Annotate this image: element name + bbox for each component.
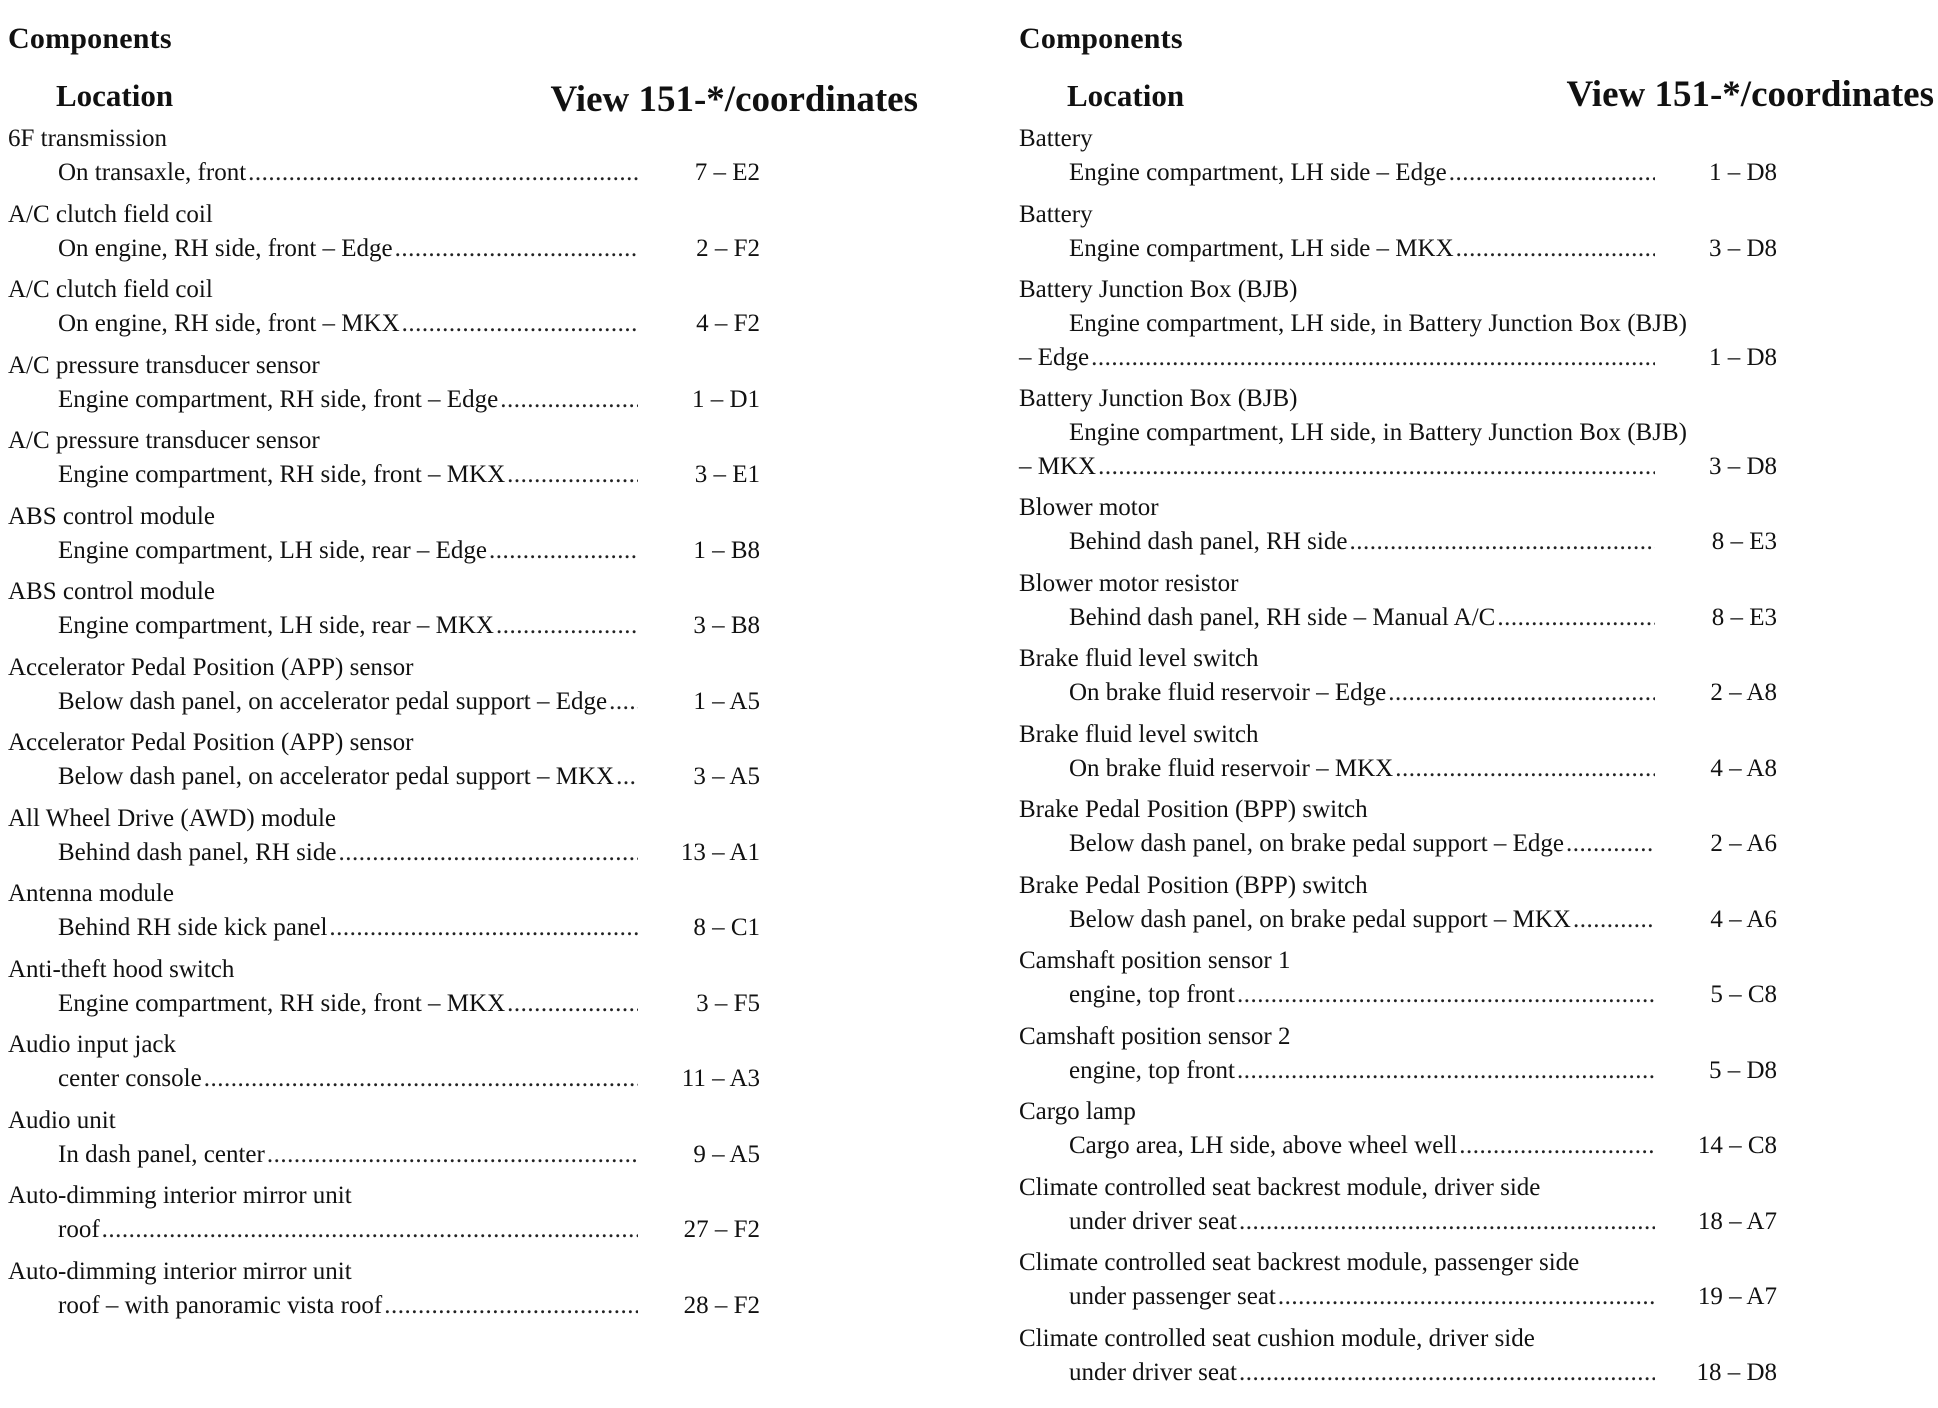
component-location-line [1019, 677, 1777, 709]
component-entry [1019, 1021, 1934, 1097]
component-location: Behind RH side kick panel [58, 914, 328, 941]
dot-leader [1566, 828, 1655, 860]
component-entry [1019, 945, 1934, 1021]
dot-leader [496, 610, 638, 642]
component-coordinate: 18 – A7 [1697, 1207, 1777, 1235]
component-location: Engine compartment, LH side – MKX [1069, 234, 1454, 262]
component-location-line [1019, 526, 1777, 558]
component-location-line [1019, 1357, 1777, 1389]
component-entry [1019, 1096, 1934, 1172]
right-view-header: View 151-*/coordinates [1566, 74, 1934, 115]
component-coordinate: 3 – B8 [693, 612, 760, 639]
dot-leader [1573, 904, 1655, 936]
component-location-line [1019, 451, 1777, 483]
component-location: Engine compartment, LH side – Edge [1069, 159, 1447, 186]
component-name: A/C clutch field coil [8, 276, 213, 303]
dot-leader [1497, 602, 1655, 634]
component-name: Battery [1019, 125, 1093, 152]
component-entry [1019, 274, 1934, 383]
component-entry [8, 1180, 918, 1256]
dot-leader [1278, 1281, 1655, 1313]
component-location-line [8, 761, 760, 793]
component-location: Engine compartment, LH side, rear – Edge [58, 536, 488, 564]
dot-leader [1098, 451, 1655, 483]
component-coordinate: 4 – F2 [696, 310, 760, 337]
component-location: Behind dash panel, RH side [1069, 528, 1348, 555]
component-entry [8, 425, 918, 501]
component-entry [8, 1105, 918, 1181]
component-name: Audio input jack [8, 1031, 177, 1058]
component-location-line [8, 233, 760, 265]
component-coordinate: 3 – A5 [693, 763, 760, 790]
component-location: Engine compartment, RH side, front – MKX [58, 989, 506, 1017]
component-entry [1019, 719, 1934, 795]
component-coordinate: 2 – A8 [1710, 679, 1777, 706]
right-entries [1019, 123, 1934, 1398]
dot-leader [329, 912, 638, 944]
component-entry [8, 878, 918, 954]
component-location: Engine compartment, LH side, rear – MKX [58, 612, 494, 639]
component-coordinate: 4 – A8 [1710, 754, 1777, 782]
component-coordinate: 27 – F2 [683, 1216, 760, 1243]
dot-leader [1237, 1055, 1655, 1087]
component-coordinate: 8 – E3 [1711, 528, 1777, 555]
component-location: roof [58, 1216, 100, 1243]
component-location-line [8, 1063, 760, 1095]
component-coordinate: 13 – A1 [680, 838, 760, 866]
component-name: A/C pressure transducer sensor [8, 351, 320, 379]
component-entry [1019, 643, 1934, 719]
dot-leader [507, 459, 638, 491]
component-location-line [1019, 157, 1777, 189]
component-location-line [1019, 342, 1777, 374]
component-coordinate: 8 – E3 [1711, 603, 1777, 631]
component-name: Brake Pedal Position (BPP) switch [1019, 796, 1368, 823]
component-location-line [8, 1214, 760, 1246]
dot-leader [1395, 753, 1655, 785]
component-entry [1019, 199, 1934, 275]
component-entry [1019, 794, 1934, 870]
component-name: Antenna module [8, 880, 174, 907]
component-entry [8, 803, 918, 879]
component-location-line [8, 535, 760, 567]
component-location: center console [58, 1065, 202, 1092]
dot-leader [384, 1290, 638, 1322]
dot-leader [500, 384, 638, 416]
component-entry [8, 1029, 918, 1105]
right-heading: Components [1019, 22, 1183, 55]
component-location-line [1019, 602, 1777, 634]
component-location-line [1019, 979, 1777, 1011]
component-location: Engine compartment, RH side, front – Edge [58, 385, 499, 413]
component-coordinate: 1 – D8 [1708, 344, 1777, 371]
component-coordinate: 3 – D8 [1708, 453, 1777, 480]
component-coordinate: 1 – D1 [691, 385, 760, 413]
component-entry [1019, 492, 1934, 568]
dot-leader [1239, 1357, 1655, 1389]
component-name: Climate controlled seat cushion module, driver side [1019, 1324, 1535, 1352]
component-name: A/C pressure transducer sensor [8, 427, 320, 454]
component-location: On transaxle, front [58, 159, 247, 186]
component-location-line [8, 384, 760, 416]
component-location-line [1019, 828, 1777, 860]
component-name: Accelerator Pedal Position (APP) sensor [8, 653, 414, 681]
component-entry [8, 727, 918, 803]
component-name: Anti-theft hood switch [8, 955, 235, 983]
component-location-line [1019, 904, 1777, 936]
component-location-line [1019, 1281, 1777, 1313]
component-entry [8, 199, 918, 275]
component-name: Battery [1019, 200, 1093, 228]
component-name: Brake Pedal Position (BPP) switch [1019, 871, 1368, 899]
component-location-line [8, 610, 760, 642]
component-coordinate: 28 – F2 [683, 1291, 760, 1319]
dot-leader [1388, 677, 1655, 709]
component-location: roof – with panoramic vista roof [58, 1291, 383, 1319]
component-location: under driver seat [1069, 1358, 1237, 1386]
dot-leader [338, 837, 638, 869]
component-location-line [1019, 1055, 1777, 1087]
component-location: Below dash panel, on brake pedal support – Edge [1069, 830, 1565, 857]
component-entry [8, 576, 918, 652]
right-location-header: Location [1067, 78, 1185, 113]
dot-leader [204, 1063, 638, 1095]
dot-leader [489, 535, 638, 567]
component-location: Behind dash panel, RH side [58, 838, 337, 866]
component-name: Climate controlled seat backrest module, driver side [1019, 1173, 1541, 1201]
component-location-line [1019, 1206, 1777, 1238]
component-location: On engine, RH side, front – Edge [58, 234, 393, 262]
component-name: Camshaft position sensor 2 [1019, 1022, 1291, 1050]
component-entry [1019, 123, 1934, 199]
component-location-line [8, 157, 760, 189]
component-name: Brake fluid level switch [1019, 720, 1259, 748]
dot-leader [102, 1214, 638, 1246]
component-entry [1019, 870, 1934, 946]
component-location-line [8, 686, 760, 718]
dot-leader [267, 1139, 638, 1171]
component-coordinate: 1 – D8 [1708, 159, 1777, 186]
dot-leader [1239, 1206, 1655, 1238]
component-name: Audio unit [8, 1106, 116, 1134]
component-location-line [8, 912, 760, 944]
left-heading: Components [8, 22, 172, 55]
component-coordinate: 7 – E2 [694, 159, 760, 186]
component-location-tail: – Edge [1019, 344, 1090, 371]
component-entry [8, 954, 918, 1030]
dot-leader [1449, 157, 1655, 189]
dot-leader [1091, 342, 1655, 374]
component-coordinate: 3 – D8 [1708, 234, 1777, 262]
component-coordinate: 19 – A7 [1697, 1283, 1777, 1310]
component-location: On brake fluid reservoir – Edge [1069, 679, 1387, 706]
component-name: Auto-dimming interior mirror unit [8, 1257, 352, 1285]
dot-leader [1459, 1130, 1655, 1162]
component-location-line [8, 1139, 760, 1171]
component-location: Engine compartment, LH side, in Battery Junction Box (BJB) [1069, 419, 1687, 446]
component-location-line [8, 837, 760, 869]
component-name: Battery Junction Box (BJB) [1019, 385, 1298, 412]
component-name: Battery Junction Box (BJB) [1019, 276, 1298, 303]
component-name: Cargo lamp [1019, 1098, 1136, 1125]
component-location-line [8, 459, 760, 491]
component-location: engine, top front [1069, 981, 1235, 1008]
component-coordinate: 5 – D8 [1708, 1056, 1777, 1084]
component-entry [8, 350, 918, 426]
component-location-line [8, 988, 760, 1020]
component-name: A/C clutch field coil [8, 200, 213, 228]
component-coordinate: 1 – B8 [693, 536, 760, 564]
component-location-line [8, 308, 760, 340]
component-coordinate: 4 – A6 [1710, 905, 1777, 933]
component-location: On brake fluid reservoir – MKX [1069, 754, 1394, 782]
component-location: under passenger seat [1069, 1283, 1276, 1310]
left-entries [8, 123, 918, 1331]
component-entry [8, 274, 918, 350]
component-entry [8, 652, 918, 728]
dot-leader [1456, 233, 1655, 265]
component-entry [1019, 1172, 1934, 1248]
component-coordinate: 1 – A5 [693, 687, 760, 715]
component-location: Below dash panel, on accelerator pedal support – MKX [58, 763, 615, 790]
component-entry [1019, 1247, 1934, 1323]
component-location: under driver seat [1069, 1207, 1237, 1235]
component-coordinate: 3 – F5 [696, 989, 760, 1017]
component-location: Engine compartment, LH side, in Battery Junction Box (BJB) [1069, 310, 1687, 337]
component-name: Blower motor [1019, 494, 1159, 521]
component-location-line [8, 1290, 760, 1322]
component-location-tail: – MKX [1019, 453, 1097, 480]
component-location-line [1019, 753, 1777, 785]
component-name: Blower motor resistor [1019, 569, 1239, 597]
component-location: Cargo area, LH side, above wheel well [1069, 1132, 1458, 1159]
dot-leader [1237, 979, 1655, 1011]
component-location: Behind dash panel, RH side – Manual A/C [1069, 603, 1496, 631]
component-coordinate: 11 – A3 [681, 1065, 760, 1092]
component-coordinate: 5 – C8 [1710, 981, 1777, 1008]
left-location-header: Location [56, 78, 174, 113]
left-view-header: View 151-*/coordinates [550, 79, 918, 120]
component-name: Auto-dimming interior mirror unit [8, 1182, 352, 1209]
dot-leader [609, 686, 638, 718]
component-location: Engine compartment, RH side, front – MKX [58, 461, 506, 488]
component-location: Below dash panel, on accelerator pedal support – Edge [58, 687, 608, 715]
component-name: Accelerator Pedal Position (APP) sensor [8, 729, 414, 756]
component-location-line [1019, 1130, 1777, 1162]
component-entry [8, 123, 918, 199]
component-location: In dash panel, center [58, 1140, 265, 1168]
component-entry [1019, 383, 1934, 492]
component-entry [8, 501, 918, 577]
component-coordinate: 8 – C1 [693, 914, 760, 941]
component-location: engine, top front [1069, 1056, 1235, 1084]
dot-leader [1349, 526, 1655, 558]
component-name: 6F transmission [8, 125, 168, 152]
component-name: ABS control module [8, 578, 215, 605]
dot-leader [616, 761, 638, 793]
component-name: All Wheel Drive (AWD) module [8, 804, 336, 832]
component-coordinate: 18 – D8 [1696, 1358, 1777, 1386]
component-coordinate: 3 – E1 [694, 461, 760, 488]
component-entry [8, 1256, 918, 1332]
component-coordinate: 2 – A6 [1710, 830, 1777, 857]
dot-leader [248, 157, 638, 189]
component-name: Climate controlled seat backrest module, passenger side [1019, 1249, 1580, 1276]
component-name: ABS control module [8, 502, 215, 530]
component-location: Below dash panel, on brake pedal support – MKX [1069, 905, 1571, 933]
component-coordinate: 2 – F2 [696, 234, 760, 262]
component-name: Brake fluid level switch [1019, 645, 1259, 672]
component-coordinate: 9 – A5 [693, 1140, 760, 1168]
component-entry [1019, 568, 1934, 644]
component-location-line [1019, 233, 1777, 265]
component-location: On engine, RH side, front – MKX [58, 310, 400, 337]
component-entry [1019, 1323, 1934, 1399]
dot-leader [507, 988, 638, 1020]
component-coordinate: 14 – C8 [1697, 1132, 1777, 1159]
dot-leader [402, 308, 638, 340]
dot-leader [395, 233, 638, 265]
component-name: Camshaft position sensor 1 [1019, 947, 1291, 974]
